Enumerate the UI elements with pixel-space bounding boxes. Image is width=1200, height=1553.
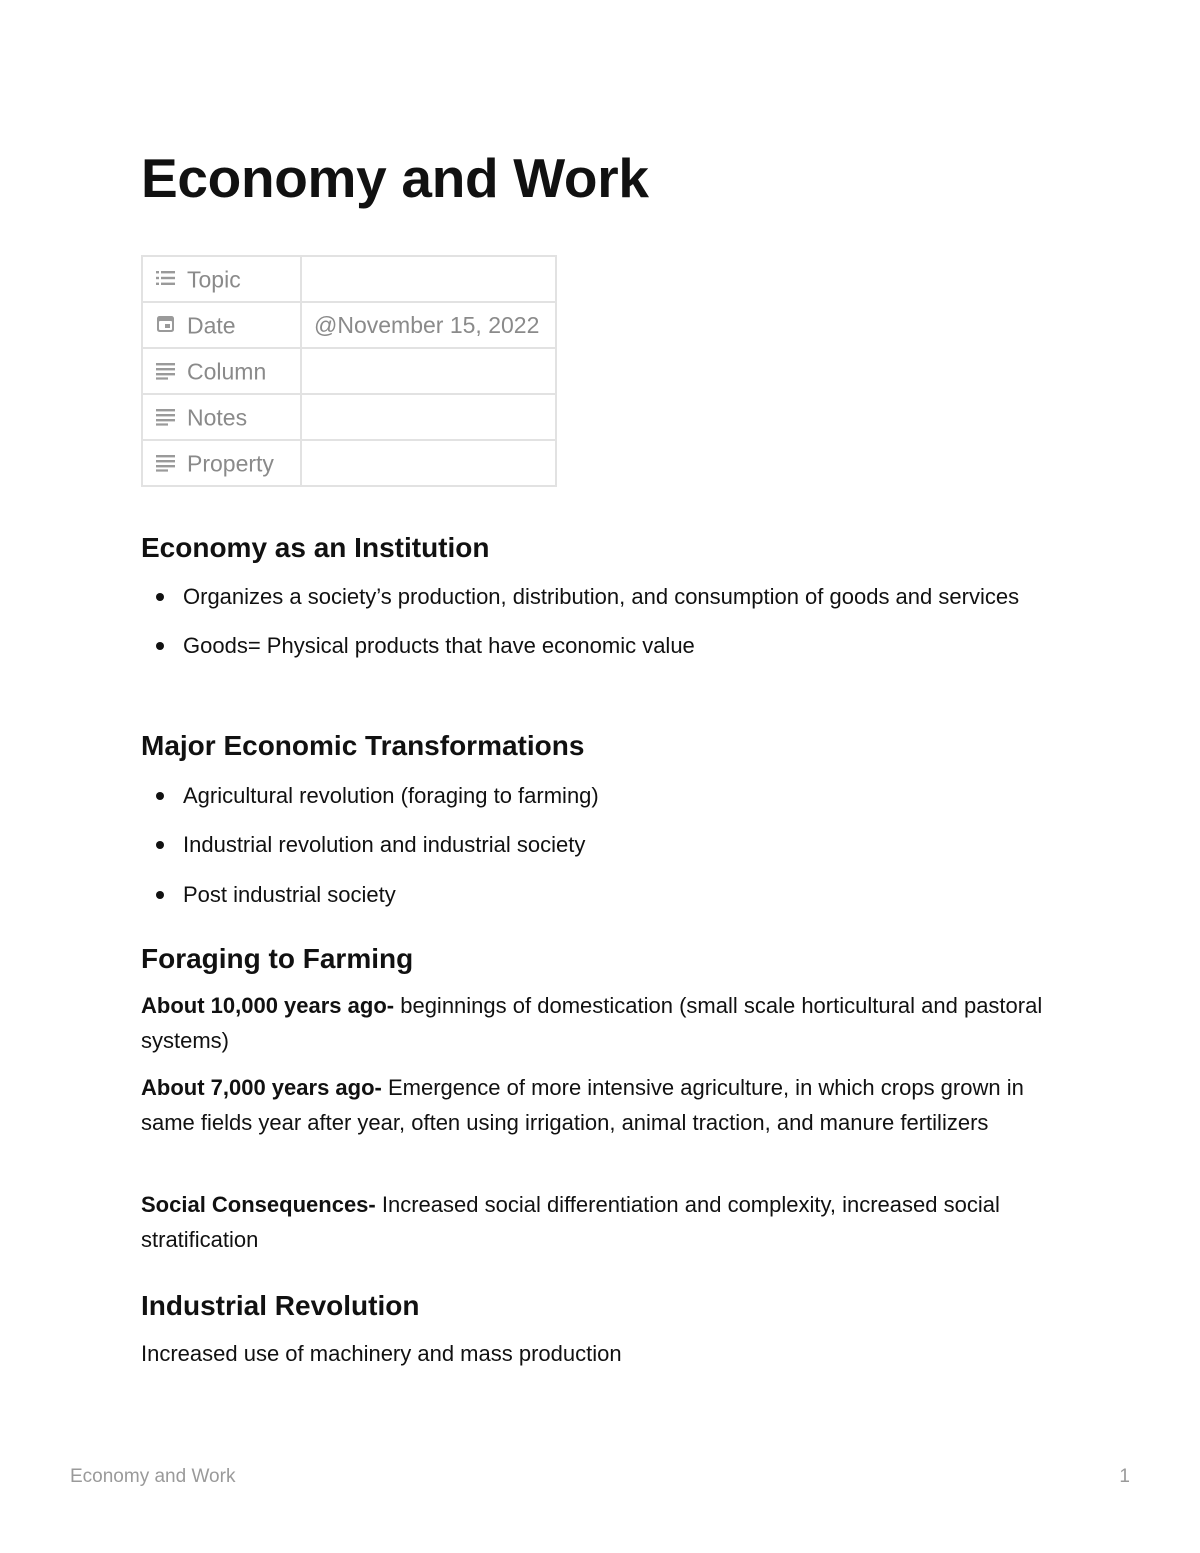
property-value[interactable]: @November 15, 2022: [301, 302, 556, 348]
bullet-list-economy-institution: [141, 579, 1041, 663]
paragraph-lead: About 7,000 years ago-: [141, 1075, 382, 1100]
property-key-label: Topic: [187, 266, 241, 293]
text-icon: [155, 406, 177, 426]
property-key-cell: [142, 256, 301, 302]
list-item-text: Industrial revolution and industrial society: [183, 832, 586, 857]
list-item: [141, 778, 1041, 813]
text-icon: [155, 360, 177, 380]
property-row-column: [142, 348, 556, 394]
paragraph-text: Increased social differentiation and complexity, increased social stratification: [141, 1192, 1000, 1252]
property-row-property: [142, 440, 556, 486]
property-row-topic: [142, 256, 556, 302]
list-item: [141, 628, 1041, 663]
list-item-text: Organizes a society’s production, distribution, and consumption of goods and services: [183, 584, 1020, 609]
paragraph-7000-years: [141, 1070, 1051, 1140]
list-item: [141, 827, 1041, 862]
paragraph-industrial-revolution: Increased use of machinery and mass production: [141, 1341, 622, 1366]
property-value[interactable]: [301, 348, 556, 394]
property-key-label: Column: [187, 358, 267, 385]
paragraph-text: beginnings of domestication (small scale horticultural and pastoral systems): [141, 993, 1043, 1053]
property-key-label: Notes: [187, 404, 248, 431]
list-icon: [155, 268, 177, 288]
property-key-cell: [142, 440, 301, 486]
property-value[interactable]: [301, 440, 556, 486]
page-title: Economy and Work: [141, 147, 649, 209]
bullet-icon: [156, 792, 164, 800]
text-icon: [155, 452, 177, 472]
paragraph-social-consequences: [141, 1187, 1051, 1257]
bullet-icon: [156, 891, 164, 899]
list-item: [141, 579, 1041, 614]
property-key-cell: [142, 348, 301, 394]
paragraph-text: Emergence of more intensive agriculture, in which crops grown in same fields year after year, often using irrigation, animal traction, and manure fertilizers: [141, 1075, 1024, 1135]
property-key-label: Property: [187, 450, 274, 477]
section-heading-foraging-farming: Foraging to Farming: [141, 943, 414, 974]
property-row-notes: [142, 394, 556, 440]
list-item-text: Post industrial society: [183, 882, 396, 907]
paragraph-lead: Social Consequences-: [141, 1192, 376, 1217]
bullet-icon: [156, 642, 164, 650]
property-value[interactable]: [301, 394, 556, 440]
section-heading-economy-institution: Economy as an Institution: [141, 532, 490, 563]
calendar-icon: [155, 314, 177, 334]
property-key-cell: [142, 394, 301, 440]
list-item: [141, 877, 1041, 912]
property-key-label: Date: [187, 312, 236, 339]
property-value[interactable]: [301, 256, 556, 302]
list-item-text: Agricultural revolution (foraging to farming): [183, 783, 599, 808]
page-number: 1: [1119, 1466, 1130, 1487]
bullet-list-major-transformations: [141, 778, 1041, 912]
paragraph-10000-years: [141, 988, 1051, 1058]
list-item-text: Goods= Physical products that have economic value: [183, 633, 695, 658]
bullet-icon: [156, 593, 164, 601]
paragraph-lead: About 10,000 years ago-: [141, 993, 395, 1018]
property-row-date: [142, 302, 556, 348]
properties-table: [141, 255, 557, 487]
property-key-cell: [142, 302, 301, 348]
section-heading-major-transformations: Major Economic Transformations: [141, 730, 585, 761]
section-heading-industrial-revolution: Industrial Revolution: [141, 1290, 420, 1321]
bullet-icon: [156, 841, 164, 849]
footer-title: Economy and Work: [70, 1466, 236, 1487]
